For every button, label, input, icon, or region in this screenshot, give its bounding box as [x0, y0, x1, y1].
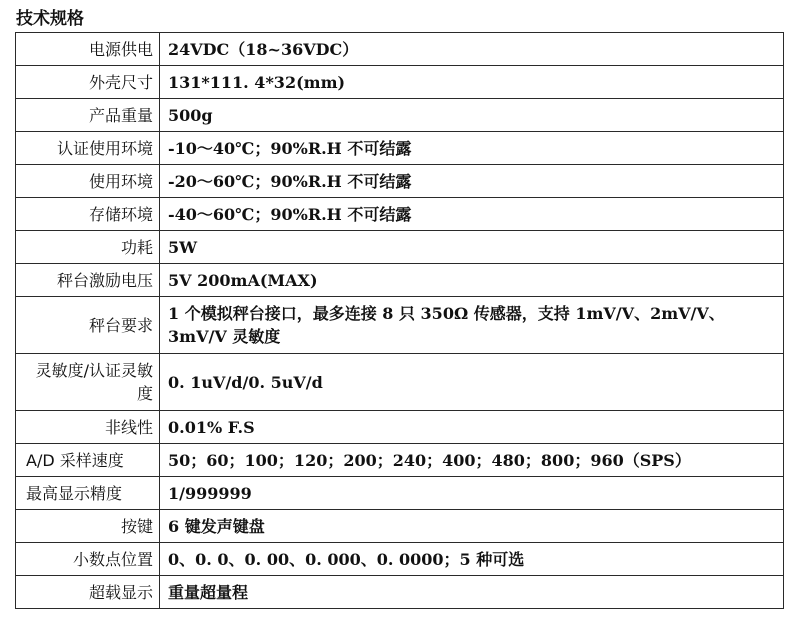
- row-value: 0. 1uV/d/0. 5uV/d: [160, 354, 784, 411]
- row-label: 超载显示: [16, 576, 160, 609]
- table-row: [16, 132, 784, 165]
- row-label: 最高显示精度: [16, 477, 160, 510]
- section-heading: 技术规格: [16, 9, 84, 29]
- row-label: 非线性: [16, 411, 160, 444]
- table-row: [16, 444, 784, 477]
- table-row: [16, 165, 784, 198]
- row-value: -10～40℃；90%R.H 不可结露: [160, 132, 784, 165]
- row-label: 存储环境: [16, 198, 160, 231]
- row-label: A/D 采样速度: [16, 444, 160, 477]
- row-value: 1 个模拟秤台接口，最多连接 8 只 350Ω 传感器，支持 1mV/V、2mV/V、3mV/V 灵敏度: [160, 297, 784, 354]
- table-row: [16, 477, 784, 510]
- row-value: -20～60℃；90%R.H 不可结露: [160, 165, 784, 198]
- table-row: [16, 576, 784, 609]
- row-label: 认证使用环境: [16, 132, 160, 165]
- row-value: 5W: [160, 231, 784, 264]
- row-label: 灵敏度/认证灵敏度: [16, 354, 160, 411]
- row-label: 秤台要求: [16, 297, 160, 354]
- row-label: 按键: [16, 510, 160, 543]
- row-label: 电源供电: [16, 33, 160, 66]
- table-row: [16, 510, 784, 543]
- row-label: 秤台激励电压: [16, 264, 160, 297]
- row-value: 1/999999: [160, 477, 784, 510]
- row-value: 131*111. 4*32(mm): [160, 66, 784, 99]
- row-value: 6 键发声键盘: [160, 510, 784, 543]
- row-value: 0.01% F.S: [160, 411, 784, 444]
- row-value: 重量超量程: [160, 576, 784, 609]
- table-row: [16, 99, 784, 132]
- row-label: 小数点位置: [16, 543, 160, 576]
- table-row: [16, 231, 784, 264]
- row-value: -40～60℃；90%R.H 不可结露: [160, 198, 784, 231]
- row-label: 功耗: [16, 231, 160, 264]
- table-row: [16, 264, 784, 297]
- row-value: 24VDC（18~36VDC）: [160, 33, 784, 66]
- table-row: [16, 411, 784, 444]
- row-label: 使用环境: [16, 165, 160, 198]
- table-row: [16, 198, 784, 231]
- table-row: [16, 543, 784, 576]
- spec-table: [15, 32, 784, 609]
- row-value: 5V 200mA(MAX): [160, 264, 784, 297]
- table-row: [16, 66, 784, 99]
- row-value: 0、0. 0、0. 00、0. 000、0. 0000；5 种可选: [160, 543, 784, 576]
- table-row: [16, 33, 784, 66]
- table-row: [16, 354, 784, 411]
- row-value: 50；60；100；120；200；240；400；480；800；960（SPS）: [160, 444, 784, 477]
- row-value: 500g: [160, 99, 784, 132]
- row-label: 产品重量: [16, 99, 160, 132]
- row-label: 外壳尺寸: [16, 66, 160, 99]
- table-row: [16, 297, 784, 354]
